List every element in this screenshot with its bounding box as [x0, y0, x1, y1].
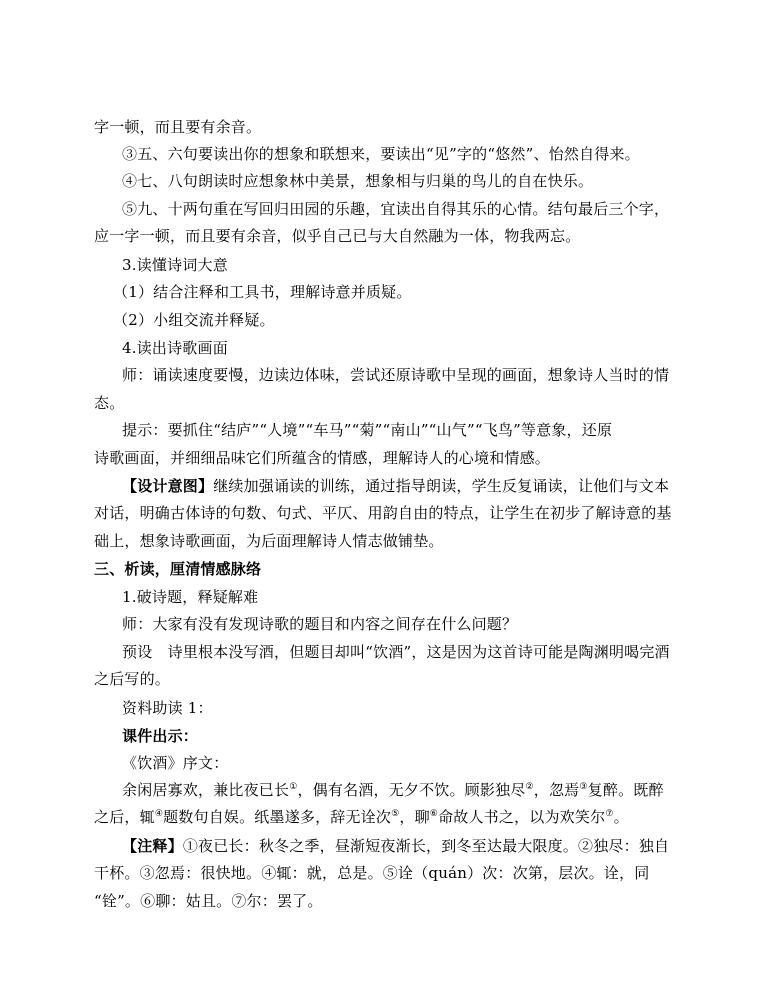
footnote-mark: ④	[154, 809, 164, 819]
text-line: 诗歌画面，并细细品味它们所蕴含的情感，理解诗人的心境和情感。	[94, 449, 551, 467]
text-span: 命故人书之，以为欢笑尔	[438, 808, 606, 826]
footnote-mark: ①	[289, 782, 298, 792]
text-span: ，偶有名酒，无夕不饮。顾影独尽	[297, 781, 526, 799]
section-heading: 3.读懂诗词大意	[122, 256, 228, 274]
text-line: 《饮酒》序文：	[122, 754, 229, 772]
design-intent-label: 【设计意图】	[122, 477, 214, 495]
text-line	[122, 836, 684, 856]
text-span: 余闲居寡欢，兼比夜已长	[122, 781, 290, 799]
text-span: 继续加强诵读的训练，通过指导朗读，学生反复诵读，让他们与文本	[213, 477, 670, 495]
footnote-mark: ③	[579, 782, 588, 792]
text-line	[94, 807, 684, 827]
text-span: 复醉。既醉	[587, 781, 664, 799]
section-heading: 4.读出诗歌画面	[122, 339, 228, 357]
text-line: 对话，明确古体诗的句数、句式、平仄、用韵自由的特点，让学生在初步了解诗意的基	[94, 504, 672, 522]
text-span: 题数句自娱。纸墨遂多，辞无诠次	[163, 808, 392, 826]
footnote-mark: ⑦	[605, 809, 614, 819]
text-line: “铨”。⑥聊：姑且。⑦尔：罢了。	[94, 892, 323, 910]
text-line: 字一顿，而且要有余音。	[94, 118, 262, 136]
text-line: 干杯。③忽焉：很快地。④辄：就，总是。⑤诠（quán）次：次第，层次。诠，同	[94, 864, 650, 882]
text-line: 提示：要抓住“结庐”“人境”“车马”“菊”“南山”“山气”“飞鸟”等意象，还原	[122, 421, 613, 439]
section-heading: 1.破诗题，释疑解难	[122, 588, 259, 606]
text-line: 资料助读 1：	[122, 699, 213, 717]
footnote-mark: ⑥	[429, 809, 439, 819]
footnote-mark: ⑤	[391, 809, 400, 819]
text-span: ，聊	[399, 808, 430, 826]
courseware-label: 课件出示：	[122, 727, 199, 745]
text-line: 师：大家有没有发现诗歌的题目和内容之间存在什么问题？	[122, 615, 518, 633]
text-line: ⑤九、十两句重在写回归田园的乐趣，宜读出自得其乐的心情。结句最后三个字，	[122, 200, 670, 218]
text-span: ，忽焉	[533, 781, 580, 799]
text-line: ④七、八句朗读时应想象林中美景，想象相与归巢的鸟儿的自在快乐。	[122, 172, 594, 190]
text-line: 师：诵读速度要慢，边读边体味，尝试还原诗歌中呈现的画面，想象诗人当时的情	[122, 366, 670, 384]
text-line: ③五、六句要读出你的想象和联想来，要读出“见”字的“悠然”、怡然自得来。	[122, 145, 640, 163]
text-line: 之后写的。	[94, 670, 171, 688]
text-line	[122, 476, 684, 496]
text-span: 。	[613, 808, 629, 826]
annotation-label: 【注释】	[122, 837, 183, 855]
text-span: 之后，辄	[94, 808, 155, 826]
text-line: （2）小组交流并释疑。	[113, 311, 275, 329]
text-line: 应一字一顿，而且要有余音，似乎自己已与大自然融为一体，物我两忘。	[94, 227, 581, 245]
footnote-mark: ②	[525, 782, 534, 792]
text-line: 态。	[94, 394, 125, 412]
text-line: （1）结合注释和工具书，理解诗意并质疑。	[113, 283, 412, 301]
section-title: 三、析读，厘清情感脉络	[94, 560, 262, 578]
text-line	[122, 780, 684, 800]
text-line: 预设 诗里根本没写酒，但题目却叫“饮酒”，这是因为这首诗可能是陶渊明喝完酒	[122, 643, 670, 661]
text-line: 础上，想象诗歌画面，为后面理解诗人情志做铺垫。	[94, 532, 444, 550]
text-span: ①夜已长：秋冬之季，昼渐短夜渐长，到冬至达最大限度。②独尽：独自	[182, 837, 670, 855]
